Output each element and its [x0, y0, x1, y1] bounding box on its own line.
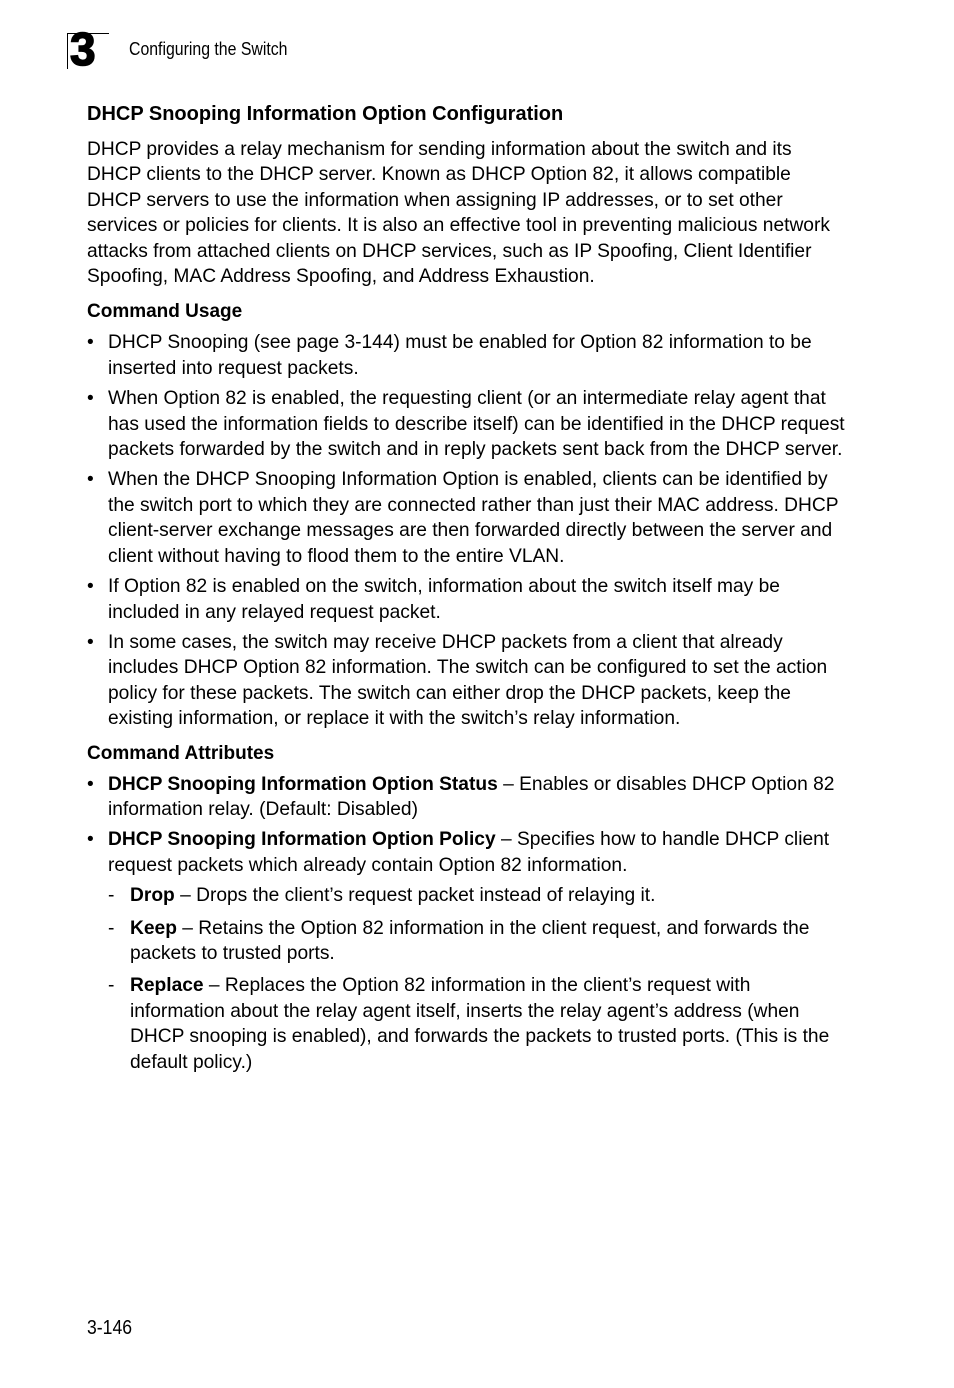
dash-icon: -	[108, 885, 115, 907]
command-attributes-list	[87, 772, 847, 1075]
list-item-text: When the DHCP Snooping Information Option is enabled, clients can be identified by the switch port to which they are connected rather than just their MAC address. DHCP client-server exchange messages are then forwarded directly between the server and client without having to flood them to the entire VLAN.	[108, 469, 839, 567]
list-item-text: If Option 82 is enabled on the switch, information about the switch itself may be included in any relayed request packet.	[108, 576, 780, 623]
attribute-description: – Specifies how to handle DHCP client request packets which already contain Option 82 information.	[108, 829, 830, 876]
attribute-term: DHCP Snooping Information Option Policy	[108, 829, 496, 851]
bullet-icon: •	[87, 576, 94, 598]
bullet-icon: •	[87, 469, 94, 491]
option-term: Replace	[130, 975, 204, 997]
list-item	[87, 330, 847, 381]
list-item	[87, 467, 847, 569]
option-term: Drop	[130, 885, 175, 907]
option-term: Keep	[130, 917, 177, 939]
list-item	[87, 386, 847, 462]
section-title: DHCP Snooping Information Option Configuration	[87, 103, 564, 125]
attribute-description: – Enables or disables DHCP Option 82 information relay. (Default: Disabled)	[108, 773, 835, 820]
main-content	[87, 101, 847, 1084]
policy-options-list	[108, 883, 847, 1075]
command-usage-list	[87, 330, 847, 731]
list-item-text: When Option 82 is enabled, the requesting client (or an intermediate relay agent that has used the information fields to describe itself) can be identified in the DHCP request packets forwarded by the switch and in reply packets sent back from the DHCP server.	[108, 388, 845, 461]
dash-icon: -	[108, 975, 115, 997]
list-item-text: In some cases, the switch may receive DHCP packets from a client that already includes DHCP Option 82 information. The switch can be configured to set the action policy for these packets. The switch can either drop the DHCP packets, keep the existing information, or replace it with the switch’s relay information.	[108, 631, 828, 730]
bullet-icon: •	[87, 332, 94, 354]
option-description: – Replaces the Option 82 information in the client’s request with information about the relay agent itself, inserts the relay agent’s address (when DHCP snooping is enabled), and forwards the packets to trusted ports. (This is the default policy.)	[130, 975, 830, 1073]
command-attributes-heading: Command Attributes	[87, 742, 275, 764]
list-item	[108, 973, 847, 1075]
list-item	[87, 630, 847, 732]
list-item-text: DHCP Snooping (see page 3-144) must be enabled for Option 82 information to be inserted into request packets.	[108, 332, 812, 379]
bullet-icon: •	[87, 631, 94, 653]
page-number: 3-146	[87, 1317, 133, 1339]
option-description: – Drops the client’s request packet instead of relaying it.	[174, 885, 656, 907]
option-description: – Retains the Option 82 information in the client request, and forwards the packets to trusted ports.	[130, 917, 810, 964]
bullet-icon: •	[87, 829, 94, 851]
list-item	[108, 883, 847, 908]
running-header: Configuring the Switch	[129, 39, 288, 59]
command-usage-heading: Command Usage	[87, 301, 243, 323]
list-item	[108, 916, 847, 967]
list-item	[87, 574, 847, 625]
dash-icon: -	[108, 917, 115, 939]
chapter-number: 3	[70, 23, 96, 75]
list-item	[87, 772, 847, 823]
list-item	[87, 827, 847, 1075]
bullet-icon: •	[87, 388, 94, 410]
bullet-icon: •	[87, 773, 94, 795]
attribute-term: DHCP Snooping Information Option Status	[108, 773, 498, 795]
intro-paragraph: DHCP provides a relay mechanism for sending information about the switch and its DHCP clients to the DHCP server. Known as DHCP Option 82, it allows compatible DHCP servers to use the information when assigning IP addresses, or to set other services or policies for clients. It is also an effective tool in preventing malicious network attacks from attached clients on DHCP services, such as IP Spoofing, Client Identifier Spoofing, MAC Address Spoofing, and Address Exhaustion.	[87, 139, 830, 288]
